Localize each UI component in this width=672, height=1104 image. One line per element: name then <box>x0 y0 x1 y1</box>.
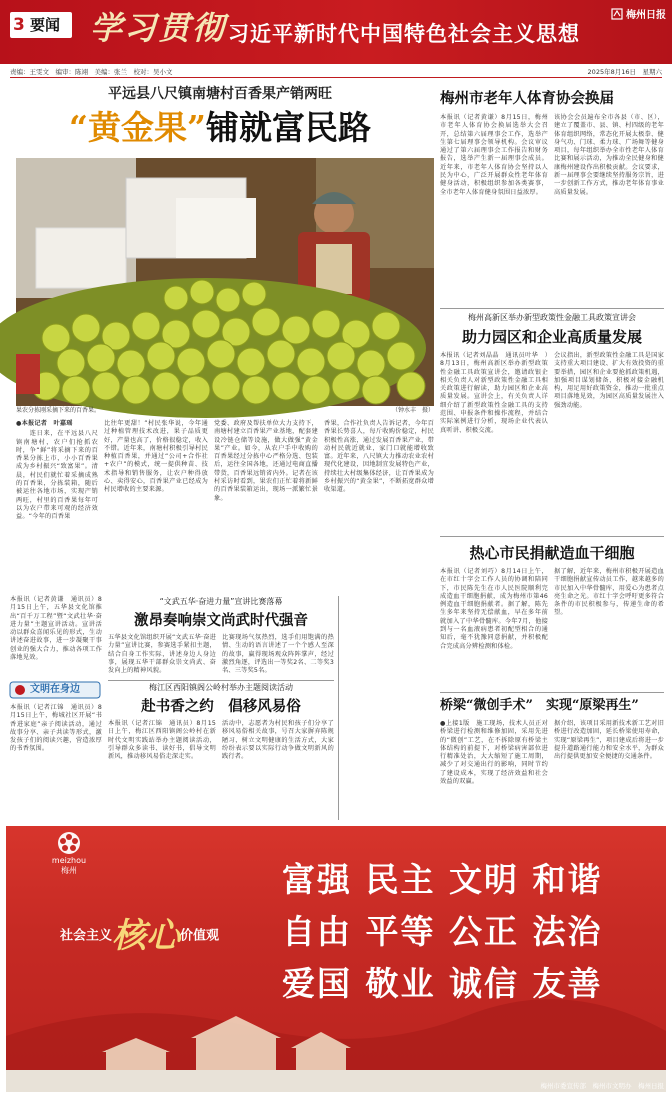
reading-kicker: 梅江区西阳镇阁公岭村举办主题阅读活动 <box>149 683 293 692</box>
culture-story-body: 五华县文化馆组织开展“文武五华·奋进力量”宣讲比赛，参赛选手紧扣主题，结合自身工作实际，讲述身边人身边事，展现五华干部群众崇文尚武、奋发向上的精神风貌。 <box>108 634 216 675</box>
paper-name-logo <box>578 8 666 24</box>
main-photo-illustration <box>16 158 434 406</box>
main-body-col4: 香果，合作社负责人告诉记者，今年百香果长势喜人，每斤收购价稳定，村民积极性高涨，通过发展百香果产业，带动村民就近就业，家门口就能增收致富。近年来，八尺镇大力推动农业农村现代化建设，因地制宜发展特色产业，持续壮大村级集体经济，让百香果成为乡村振兴的“黄金果”，不断拓宽群众增收渠道。 <box>324 420 434 494</box>
poster-slogan-suffix: 价值观 <box>180 928 220 944</box>
editor-bar <box>10 66 662 78</box>
main-story-column-1 <box>16 420 98 592</box>
page-number-badge <box>10 12 72 38</box>
sports-story-title: 梅州市老年人体育协会换届 <box>440 90 614 107</box>
left-brief-1: 本报讯（记者黄谦 通讯员）8月15日上午，五华县文化馆推出“百千万工程”暨“文武壮华·奋进力量”主题宣讲活动。宣讲活动以群众喜闻乐见的形式，生动讲述奋进故事，进一步凝聚干事创业的强大合力，推动各项工作落地见效。 <box>10 596 102 662</box>
divider <box>108 680 334 681</box>
main-body-col2: 比往年更甜！”村民张华说，今年通过种植管理技术改进，果子品质更好，产量也高了，价格很稳定，收入不错。近年来，南塘村积极引导村民种植百香果，并通过“公司+合作社+农户”的模式，统一提供种苗、技术指导和销售服务，让农户种得放心、卖得安心，百香果产业已经成为村民增收的主要来源。 <box>104 420 208 494</box>
editor-credits: 责编：王雯文 编审：陈翊 美编：张兰 校对：吴小文 <box>10 68 173 76</box>
poster-brand-en: meizhou <box>51 856 87 865</box>
main-caption-text: 果农分拣刚采摘下来的百香果。 <box>16 407 101 414</box>
masthead-script-title: 学习贯彻 <box>90 9 227 47</box>
main-headline <box>20 104 420 154</box>
reading-story-body: 本报讯（记者江锦 通讯员）8月15日上午，梅江区西阳镇阁公岭村在新时代文明实践站举办主题阅读活动，引导群众多读书、读好书，倡导文明新风，推动移风易俗走深走实。 <box>108 720 216 761</box>
paper-logo-icon <box>611 8 623 20</box>
main-headline-rest: 铺就富民路 <box>205 108 371 147</box>
column-divider <box>338 596 339 820</box>
page-section-label: 要闻 <box>30 16 61 34</box>
divider <box>440 536 664 537</box>
divider <box>440 692 664 693</box>
finance-story-body: 本报讯（记者刘晶晶 通讯员叶华 ）8月13日，梅州高新区举办新型政策性金融工具政策宣讲会，邀请政银企相关负责人对新型政策性金融工具相关政策进行解读，助力园区和企业高质量发展。宣讲会上，有关负责人详细介绍了新型政策性金融工具的支持范围、申报条件和操作流程，并结合实际案例进行分析，现场企业代表认真听讲、积极交流。 <box>440 352 548 434</box>
finance-kicker: 梅州高新区举办新型政策性金融工具政策宣讲会 <box>468 313 636 322</box>
poster-credits: 梅州市委宣传部 梅州市文明办 梅州日报社 宣 <box>540 1082 664 1102</box>
finance-story-body-right: 会议指出，新型政策性金融工具是国家支持重大项目建设、扩大有效投资的重要举措，园区和企业要抢抓政策机遇，加强项目谋划储备，积极对接金融机构，用足用好政策资金，推动一批重点项目落地见效，为园区高质量发展注入强劲动能。 <box>554 352 664 409</box>
issue-date: 2025年8月16日 星期六 <box>587 68 662 76</box>
masthead <box>0 0 672 64</box>
main-body-col1: 连日来，在平远县八尺镇南塘村，农户们抢抓农时，争“鲜”将采摘下来的百香果分拣上市，小小百香果成为乡村振兴“致富果”。清晨，村民们就忙着采摘成熟的百香果，分拣装箱，随后被运往各地市场，实现产销两旺，村里的百香果每年可以为农户带来可观的经济效益。“今年的百香果 <box>16 430 98 521</box>
poster-slogan <box>60 912 260 960</box>
main-photo-passion-fruit <box>16 158 434 406</box>
reading-story-body-right: 活动中，志愿者为村民和孩子们分享了移风易俗相关故事，号召大家摒弃陈规陋习，树立文明健康的生活方式，大家纷纷表示要以实际行动争做文明新风的践行者。 <box>222 720 334 761</box>
main-caption-author: （钟水丰 摄） <box>391 407 434 414</box>
main-byline: ●本报记者 叶嘉瑶 <box>16 420 73 427</box>
bridge-story-body: ●上接1版 施工现场，技术人员正对桥梁进行检测和维修加固，采用先进的“微创”工艺，在不拆除原有桥梁主体结构的前提下，对桥梁病害部位进行精准处治，大大缩短了施工周期，减少了对交通出行的影响，同时节约了建设成本，实现了经济效益和社会效益的双赢。 <box>440 720 548 786</box>
main-kicker: 平远县八尺镇南塘村百香果产销两旺 <box>108 86 332 102</box>
civilization-badge-label: 文明在身边 <box>30 684 80 695</box>
finance-story-title: 助力园区和企业高质量发展 <box>461 328 642 346</box>
poster-slogan-big: 核心 <box>112 916 181 956</box>
meizhou-flower-icon <box>42 830 96 856</box>
meizhou-logo <box>42 830 96 876</box>
blood-story-title: 热心市民捐献造血干细胞 <box>469 544 635 562</box>
poster-brand-cn: 梅州 <box>61 866 77 875</box>
culture-story-title: 激昂奏响崇文尚武时代强音 <box>134 612 308 629</box>
poster-slogan-prefix: 社会主义 <box>60 928 113 944</box>
main-photo-caption <box>16 406 434 416</box>
values-row-1: 富强 民主 文明 和谐 <box>282 860 603 899</box>
left-brief-2: 本报讯（记者江锦 通讯员）8月15日上午，梅城社区开展“书香进家庭”亲子阅读活动，通过故事分享、亲子共读等形式，激发孩子们的阅读兴趣，营造浓厚的书香氛围。 <box>10 704 102 753</box>
bridge-story-title: 桥梁“微创手术” 实现“原梁再生” <box>440 698 639 713</box>
blood-story-body-right: 据了解，近年来，梅州市积极开展造血干细胞捐献宣传动员工作，越来越多的市民加入中华骨髓库，用爱心为患者点亮生命之光。市红十字会呼吁更多符合条件的市民积极参与，传递生命的希望。 <box>554 568 664 617</box>
culture-kicker: “文武五华·奋进力量”宣讲比赛落幕 <box>159 597 283 606</box>
main-headline-highlight: “黄金果” <box>69 108 206 147</box>
values-row-3: 爱国 敬业 诚信 友善 <box>282 964 603 1003</box>
divider <box>440 308 664 309</box>
blood-story-body: 本报讯（记者刘巧）8月14日上午，在市红十字会工作人员的协调和陪同下，市民陈先生在市人民医院顺利完成造血干细胞捐献，成为梅州市第46例造血干细胞捐献者。据了解，陈先生多年来坚持无偿献血，早在多年前就加入了中华骨髓库。今年7月，他接到与一名血液病患者初配型相合的通知后，毫不犹豫同意捐献，并积极配合完成高分辨检测和体检。 <box>440 568 548 650</box>
sports-story-body: 本报讯（记者黄谦）8月15日，梅州市老年人体育协会换届选举大会召开，总结第六届理事会工作，选举产生第七届理事会领导机构。会议审议通过了第六届理事会工作报告和财务报告，选举产生新一届理事会成员。近年来，市老年人体育协会坚持以人民为中心，广泛开展群众性老年体育健身活动，积极组织参加各类赛事，全市老年人体育健身氛围日益浓厚。 <box>440 114 548 196</box>
culture-story-body-right: 比赛现场气氛热烈，选手们用饱满的热情、生动的语言讲述了一个个感人至深的故事，赢得现场观众阵阵掌声，经过激烈角逐，评选出一等奖2名、二等奖3名、三等奖5名。 <box>222 634 334 675</box>
page-number: 3 <box>13 15 25 35</box>
paper-name: 梅州日报 <box>626 10 666 21</box>
sports-story-body-right: 该协会会员遍布全市各县（市、区），建立了覆盖市、县、镇、村四级的老年体育组织网络，常态化开展太极拳、健身气功、门球、柔力球、广场舞等健身项目，每年组织举办全市性老年人体育比赛和展示活动，为推动全民健身和健康梅州建设作出积极贡献。会议要求，新一届理事会要继续坚持服务宗旨，进一步创新工作方式，推动老年体育事业高质量发展。 <box>554 114 664 196</box>
main-body-col3: 党委、政府及帮扶单位大力支持下，南塘村建立百香果产业基地，配套建设冷链仓储等设施，做大做强“黄金果”产业。如今，从农户手中收购的百香果经过分拣中心严格分选、包装后，运往全国各地，还通过电商直播带货，百香果远销省内外。记者在该村采访时看到，果农们正忙着将新鲜的百香果装箱运出，现场一派繁忙景象。 <box>214 420 318 502</box>
bridge-story-body-right: 据介绍，该项目采用新技术新工艺对旧桥进行改造加固，延长桥梁使用寿命，实现“原梁再生”，项目建成后将进一步提升道路通行能力和安全水平，为群众出行提供更加安全便捷的交通条件。 <box>554 720 664 761</box>
reading-story-title: 赴书香之约 倡移风易俗 <box>141 698 301 715</box>
masthead-subtitle: 习近平新时代中国特色社会主义思想 <box>228 22 580 46</box>
values-row-2: 自由 平等 公正 法治 <box>282 912 603 951</box>
civilization-badge <box>10 680 100 700</box>
